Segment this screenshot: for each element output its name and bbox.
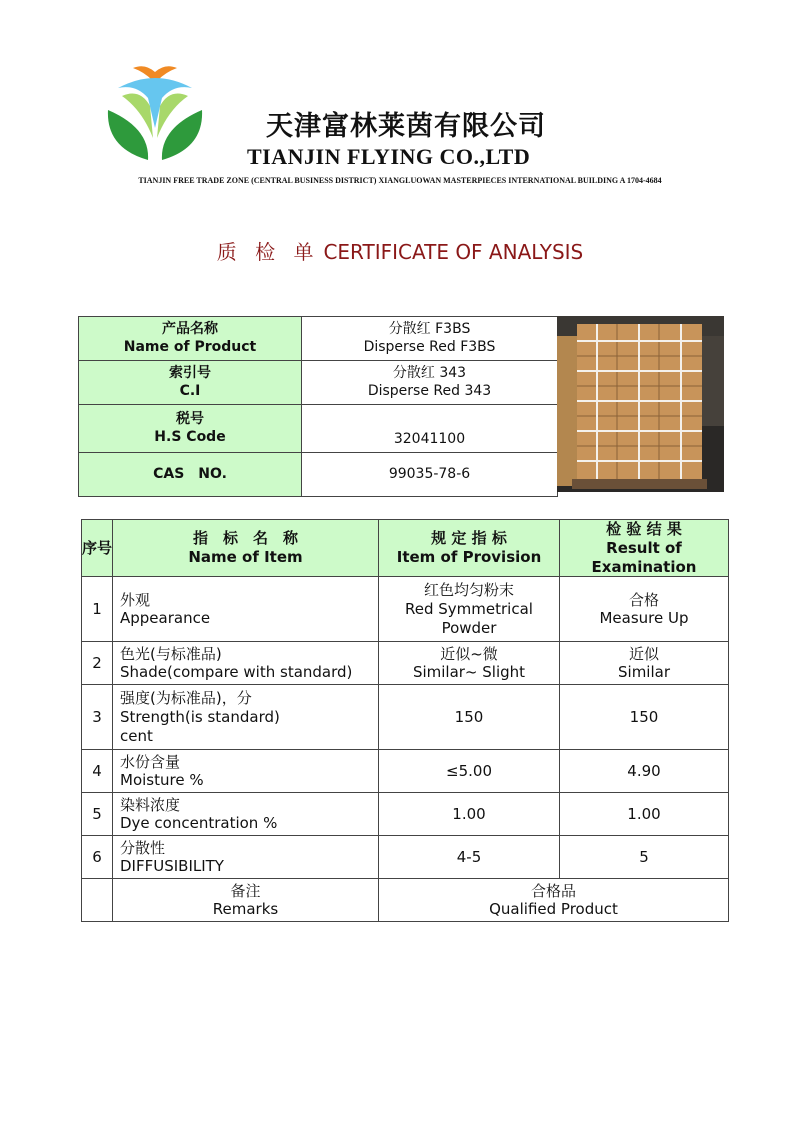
- row-provision: 近似~微 Similar~ Slight: [379, 642, 560, 685]
- table-row: [82, 642, 729, 685]
- company-name-en: TIANJIN FLYING CO.,LTD: [247, 144, 531, 169]
- product-row-ci: [79, 361, 558, 405]
- header-no: 序号: [82, 520, 113, 577]
- row-number: 5: [82, 793, 113, 836]
- row-item: [113, 685, 379, 750]
- row-number: 6: [82, 836, 113, 879]
- product-row-name: [79, 317, 558, 361]
- product-label-cell: [79, 317, 302, 361]
- row-provision: 150: [379, 685, 560, 750]
- header-item-cn: 指 标 名 称: [192, 529, 298, 548]
- table-row: [82, 577, 729, 642]
- company-name-cn: 天津富林莱茵有限公司: [266, 111, 546, 142]
- header-provision-cn: 规 定 指 标: [431, 529, 507, 548]
- remarks-label-cn: 备注: [230, 881, 261, 900]
- document-title: [0, 236, 800, 265]
- header-provision-en: Item of Provision: [396, 548, 542, 567]
- product-value-cell: [302, 453, 558, 497]
- value-en: 32041100: [393, 430, 466, 447]
- value-en: Disperse Red 343: [367, 382, 492, 399]
- value-cn: 分散红 343: [392, 365, 467, 381]
- value-en: 99035-78-6: [388, 465, 471, 482]
- row-number: 3: [82, 685, 113, 750]
- row-provision: 1.00: [379, 793, 560, 836]
- row-number: 4: [82, 750, 113, 793]
- product-row-cas: [79, 453, 558, 497]
- row-number: 2: [82, 642, 113, 685]
- row-item-en: Dye concentration %: [120, 814, 278, 833]
- company-logo: [100, 58, 210, 163]
- remarks-blank: [82, 879, 113, 922]
- row-item: [113, 836, 379, 879]
- row-result: 1.00: [560, 793, 729, 836]
- remarks-label-en: Remarks: [212, 900, 279, 919]
- row-result: 5: [560, 836, 729, 879]
- label-cn: 产品名称: [162, 321, 218, 337]
- row-item-en: Shade(compare with standard): [120, 663, 353, 682]
- row-item-cn: 染料浓度: [120, 795, 181, 814]
- row-item: [113, 642, 379, 685]
- row-item-cn: 水份含量: [120, 752, 181, 771]
- remarks-label: [113, 879, 379, 922]
- row-item-en: DIFFUSIBILITY: [120, 857, 224, 876]
- product-label-cell: [79, 453, 302, 497]
- remarks-value-en: Qualified Product: [489, 900, 618, 919]
- row-item-cn: 分散性: [120, 838, 166, 857]
- row-result: 合格 Measure Up: [560, 577, 729, 642]
- table-row: [82, 685, 729, 750]
- label-cn: 税号: [176, 411, 204, 427]
- table-row: [82, 750, 729, 793]
- product-label-cell: [79, 405, 302, 453]
- analysis-header-row: [82, 520, 729, 577]
- header-item-en: Name of Item: [188, 548, 303, 567]
- product-value-cell: [302, 361, 558, 405]
- remarks-row: [82, 879, 729, 922]
- title-en: CERTIFICATE OF ANALYSIS: [323, 240, 584, 264]
- header-item: [113, 520, 379, 577]
- row-item-cn: 外观: [120, 590, 151, 609]
- product-value-cell: [302, 317, 558, 361]
- label-en: CAS NO.: [153, 465, 227, 482]
- table-row: [82, 836, 729, 879]
- header-provision: [379, 520, 560, 577]
- product-value-cell: [302, 405, 558, 453]
- row-item-en: Strength(is standard) cent: [120, 707, 280, 745]
- header-result: [560, 520, 729, 577]
- row-item-en: Appearance: [120, 609, 211, 628]
- product-photo: [557, 316, 724, 492]
- row-number: 1: [82, 577, 113, 642]
- value-en: Disperse Red F3BS: [363, 338, 496, 355]
- header-result-cn: 检 验 结 果: [606, 520, 682, 538]
- row-result: 150: [560, 685, 729, 750]
- label-cn: 索引号: [169, 365, 211, 381]
- analysis-table: [81, 519, 729, 922]
- value-cn: 分散红 F3BS: [388, 321, 471, 337]
- product-info-table: [78, 316, 558, 497]
- label-en: C.I: [179, 382, 201, 399]
- row-provision: 红色均匀粉末 Red Symmetrical Powder: [379, 577, 560, 642]
- row-item-cn: 强度(为标准品)，分: [120, 689, 252, 708]
- row-item-cn: 色光(与标准品): [120, 644, 222, 663]
- header-result-en: Result of Examination: [591, 538, 697, 576]
- row-item: [113, 793, 379, 836]
- logo-blue-arc: [118, 78, 192, 128]
- remarks-value: [379, 879, 729, 922]
- row-item: [113, 577, 379, 642]
- logo-leaf-right: [162, 110, 202, 160]
- logo-leaf-left: [108, 110, 148, 160]
- label-en: Name of Product: [123, 338, 257, 355]
- label-en: H.S Code: [154, 428, 226, 445]
- product-label-cell: [79, 361, 302, 405]
- row-item: [113, 750, 379, 793]
- company-address: TIANJIN FREE TRADE ZONE (CENTRAL BUSINESS DISTRICT) XIANGLUOWAN MASTERPIECES INTERNATIONAL BUILDING A 1704-4684: [138, 176, 662, 185]
- row-result: 近似 Similar: [560, 642, 729, 685]
- table-row: [82, 793, 729, 836]
- row-provision: 4-5: [379, 836, 560, 879]
- product-row-hs: [79, 405, 558, 453]
- remarks-value-cn: 合格品: [530, 881, 576, 900]
- row-provision: ≤5.00: [379, 750, 560, 793]
- row-result: 4.90: [560, 750, 729, 793]
- title-cn: 质 检 单: [216, 240, 320, 264]
- row-item-en: Moisture %: [120, 771, 204, 790]
